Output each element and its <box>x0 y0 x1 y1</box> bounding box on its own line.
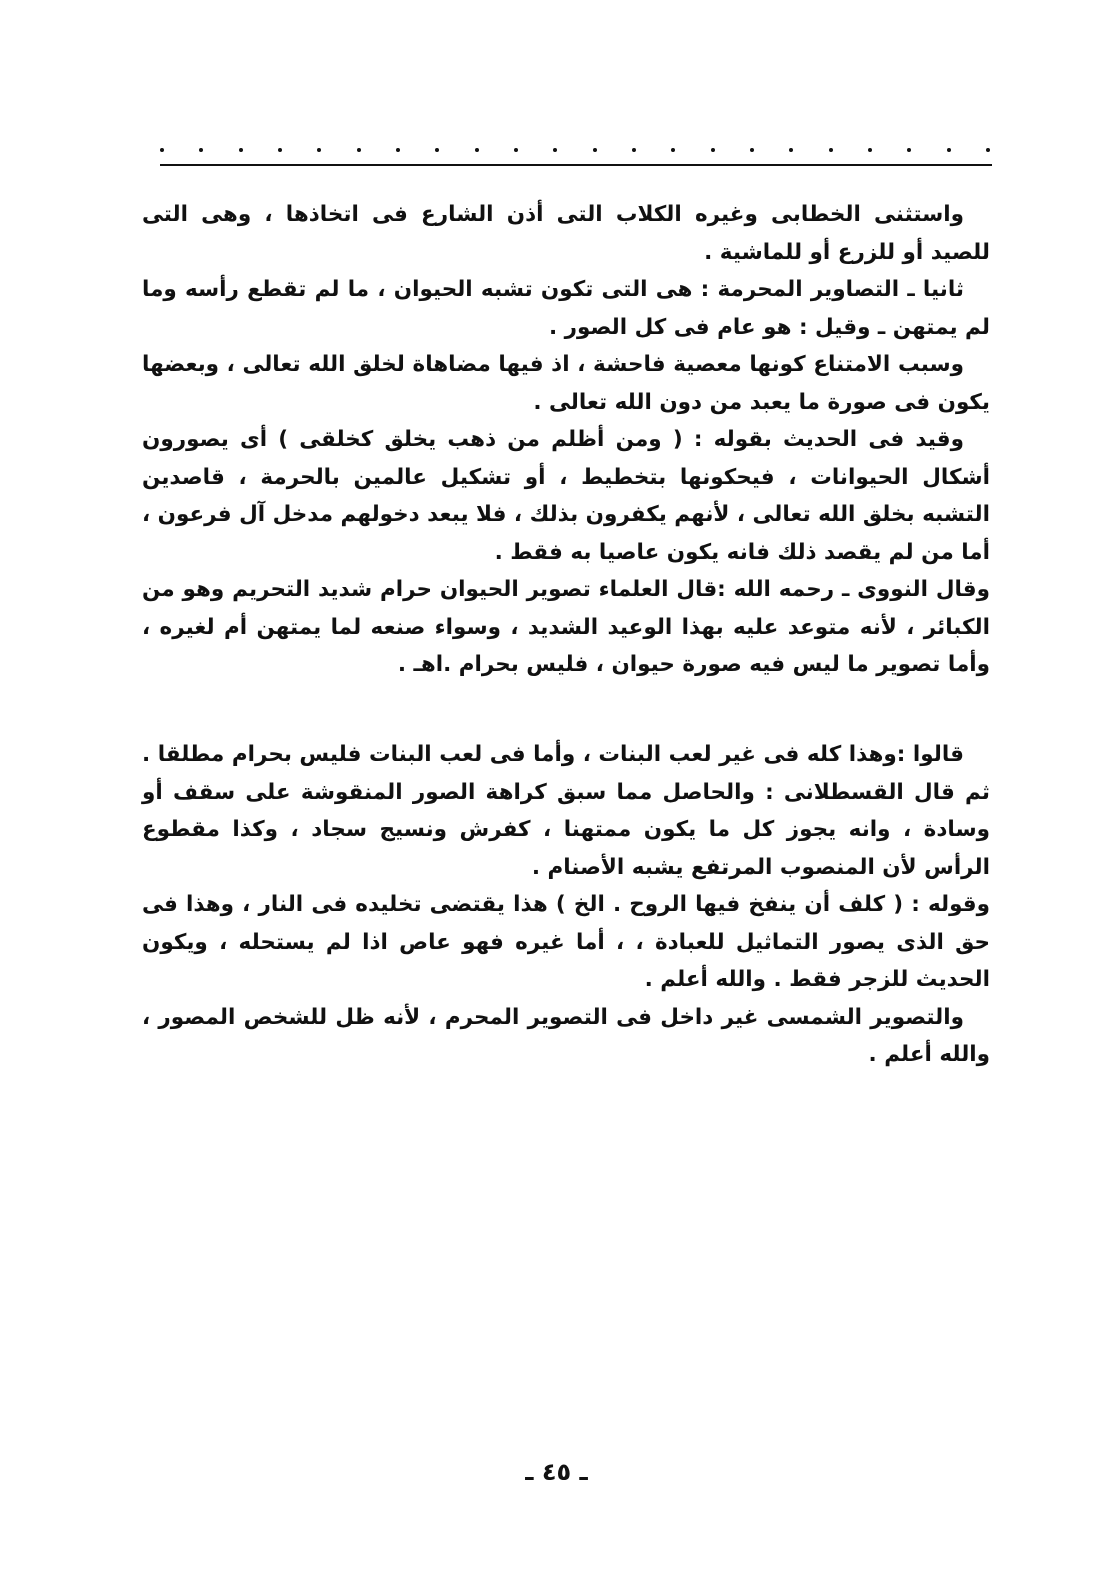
paragraph: وقيد فى الحديث بقوله : ( ومن أظلم من ذهب يخلق كخلقى ) أى يصورون أشكال الحيوانات ، فيحكونها بتخطيط ، أو تشكيل عالمين بالحرمة ، قاصدين التشبه بخلق الله تعالى ، لأنهم يكفرون بذلك ، فلا يبعد دخولهم مدخل آل فرعون ، أما من لم يقصد ذلك فانه يكون عاصيا به فقط . <box>142 427 990 565</box>
paragraph: ثانيا ـ التصاوير المحرمة : هى التى تكون تشبه الحيوان ، ما لم تقطع رأسه وما لم يمتهن ـ وقيل : هو عام فى كل الصور . <box>142 277 990 340</box>
paragraph: وقال النووى ـ رحمه الله :قال العلماء تصوير الحيوان حرام شديد التحريم وهو من الكبائر ، لأنه متوعد عليه بهذا الوعيد الشديد ، وسواء صنعه لما يمتهن أم لغيره ، وأما تصوير ما ليس فيه صورة حيوان ، فليس بحرام .اهـ . <box>142 577 990 677</box>
body-text-section-2 <box>142 736 990 1074</box>
paragraph: وسبب الامتناع كونها معصية فاحشة ، اذ فيها مضاهاة لخلق الله تعالى ، وبعضها يكون فى صورة ما يعبد من دون الله تعالى . <box>142 352 990 415</box>
header-rule <box>160 164 992 166</box>
header-dot-ornament <box>160 142 990 158</box>
paragraph: قالوا :وهذا كله فى غير لعب البنات ، وأما فى لعب البنات فليس بحرام مطلقا . ثم قال القسطلانى : والحاصل مما سبق كراهة الصور المنقوشة على سقف أو وسادة ، وانه يجوز كل ما يكون ممتهنا ، كفرش ونسيج سجاد ، وكذا مقطوع الرأس لأن المنصوب المرتفع يشبه الأصنام . <box>142 742 990 880</box>
page-number: ـ ٤٥ ـ <box>525 1458 588 1486</box>
body-text-section-1 <box>142 196 990 684</box>
paragraph: واستثنى الخطابى وغيره الكلاب التى أذن الشارع فى اتخاذها ، وهى التى للصيد أو للزرع أو للماشية . <box>142 202 990 265</box>
paragraph: وقوله : ( كلف أن ينفخ فيها الروح . الخ ) هذا يقتضى تخليده فى النار ، وهذا فى حق الذى يصور التماثيل للعبادة ، ، أما غيره فهو عاص اذا لم يستحله ، ويكون الحديث للزجر فقط . والله أعلم . <box>142 892 990 992</box>
paragraph: والتصوير الشمسى غير داخل فى التصوير المحرم ، لأنه ظل للشخص المصور ، والله أعلم . <box>142 1004 990 1067</box>
